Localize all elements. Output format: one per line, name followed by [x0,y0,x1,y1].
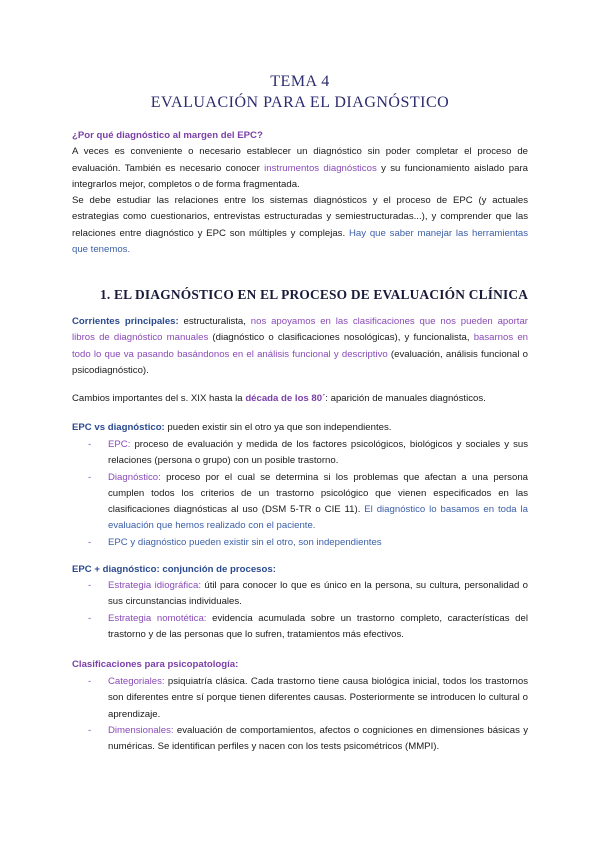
intro-p2-highlight: Hay que saber manejar las herramientas que tenemos. [72,227,528,256]
list-item [88,470,528,535]
epc-vs-label: EPC vs diagnóstico: [72,422,165,433]
clasif-item-label: Dimensionales: [108,724,174,736]
clasif-heading [72,657,528,673]
cambios-text-a: Cambios importantes del s. XIX hasta la [72,393,246,404]
epc-plus-heading [72,562,528,578]
cambios-text-b: : aparición de manuales diagnósticos. [325,393,486,404]
clasif-label: Clasificaciones para psicopatología: [72,659,239,670]
intro-p1-highlight: instrumentos diagnósticos [264,162,377,174]
list-item [88,578,528,611]
epc-plus-label: EPC + diagnóstico: conjunción de procesos: [72,564,276,575]
epc-vs-heading [72,420,528,436]
bullet-dash: - [88,676,92,687]
corrientes-text-b: (diagnóstico o clasificaciones nosológicas), y funcionalista, [208,332,474,344]
list-item [88,674,528,723]
list-item [88,535,528,551]
intro-question: ¿Por qué diagnóstico al margen del EPC? [72,130,263,141]
epc-plus-item-text: útil para conocer lo que es único en la persona, su cultura, personalidad o sus circunstancias individuales. [108,580,529,608]
cambios-paragraph [72,391,528,407]
bullet-dash: - [88,536,92,548]
clasif-list [88,674,528,755]
corrientes-text-c: (evaluación, análisis funcional o psicodiagnóstico). [72,348,528,376]
corrientes-text-a: estructuralista, [178,316,251,327]
epc-plus-item-label: Estrategia nomotética: [108,612,207,624]
intro-block [72,128,528,258]
bullet-dash: - [88,471,92,483]
bullet-dash: - [88,724,92,736]
epc-vs-item-text: proceso por el cual se determina si los problemas que afectan a una persona cumplen todos los criterios de un trastorno psicológico que vienen especificados en las clasificaciones diagnósticas al uso (DSM 5-TR o CIE 11). [108,471,528,516]
epc-vs-item-text: proceso de evaluación y medida de los factores psicológicos, biológicos y sociales y sus relaciones (persona o grupo) con un posible trastorno. [108,439,528,467]
epc-vs-list [88,437,528,551]
epc-vs-item-extra: EPC y diagnóstico pueden existir sin el otro, son independientes [108,536,382,548]
epc-plus-item-text: evidencia acumulada sobre un trastorno completo, características del trastorno y de las personas que lo sufren, tratamientos más efectivos. [108,612,528,640]
intro-paragraph-2 [72,193,528,258]
epc-vs-item-label: Diagnóstico: [108,471,161,483]
page-title: EVALUACIÓN PARA EL DIAGNÓSTICO [150,94,450,111]
intro-p1-text-b: y su funcionamiento aislado para integrarlos mejor, completos o de forma fragmentada. [72,162,529,190]
bullet-dash: - [88,439,92,450]
bullet-dash: - [88,612,92,624]
clasif-item-text: evaluación de comportamientos, afectos o cogniciones en dimensiones básicas y numéricas. Se identifican perfiles y nacen con los tests psicométricos (MMPI). [108,724,528,753]
list-item [88,437,528,470]
epc-vs-item-label: EPC: [108,439,131,450]
epc-vs-item-extra: El diagnóstico lo basamos en toda la evaluación que hemos realizado con el paciente. [108,504,529,532]
bullet-dash: - [88,580,92,591]
clasif-item-label: Categoriales: [108,676,165,687]
section-1-title: 1. EL DIAGNÓSTICO EN EL PROCESO DE EVALUACIÓN CLÍNICA [100,287,529,302]
epc-vs-text: pueden existir sin el otro ya que son independientes. [164,422,392,433]
cambios-highlight: década de los 80´ [245,393,326,404]
intro-p2-text-a: Se debe estudiar las relaciones entre los sistemas diagnósticos y el proceso de EPC (y actuales estrategias como cuestionarios, entrevistas estructuradas y semiestructuradas...), y comprender que las relaciones entre diagnóstico y EPC son múltiples y complejas. [72,195,528,239]
corrientes-highlight-1: nos apoyamos en las clasificaciones que nos pueden aportar libros de diagnóstico manuales [72,316,528,344]
epc-plus-list [88,578,528,643]
epc-plus-item-label: Estrategia idiográfica: [108,580,201,591]
clasif-item-text: psiquiatría clásica. Cada trastorno tiene causa biológica inicial, todos los trastornos son diferentes entre sí porque tienen diferentes causas. Posteriormente se introducen lo cultural o aprendizaje. [108,676,528,720]
tema-number: TEMA 4 [270,73,330,90]
corrientes-label: Corrientes principales: [72,316,179,327]
intro-p1-text-a: A veces es conveniente o necesario establecer un diagnóstico sin poder completar el proceso de evaluación. También es necesario conocer [72,146,528,174]
list-item [88,611,528,644]
list-item [88,723,528,756]
corrientes-highlight-2: basarnos en todo lo que va pasando basándonos en el análisis funcional y descriptivo [72,332,528,360]
corrientes-paragraph [72,314,528,379]
intro-paragraph-1 [72,144,528,193]
